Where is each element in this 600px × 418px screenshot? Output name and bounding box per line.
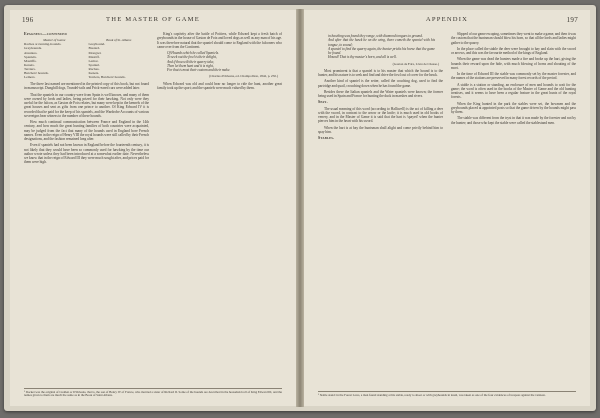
- paragraph: The usual meaning of this word (according to Halliwell) is the act of killing a deer with the sword, in contrast to the arrow or the knife; it is much used in old books of venery, and in the Master of Game it is said that the hart is 'spayed' when the hunter pierces him in the heart with his sword.: [318, 106, 443, 124]
- right-column-1: [318, 32, 443, 396]
- table-cell: Kenets.: [24, 62, 35, 67]
- right-col1b-paragraphs: [318, 69, 443, 99]
- paragraph: When the game was dead the hunters made a fire and broke up the hart, giving the hounds their reward upon the hide, with much blowing of horns and shouting of the mort.: [451, 57, 576, 70]
- table-cell: Alauntes.: [24, 50, 38, 55]
- paragraph: Even if spaniels had not been known in England before the fourteenth century, it is not likely that they would have been so commonly used for hawking by the time our author wrote unless they had been introduced at a somewhat earlier date. Nevertheless we know that in the reign of Edward III they were much sought after, and prices paid for them were high.: [24, 143, 149, 165]
- table-header: Book of St. Albans: [106, 38, 132, 43]
- verse-line: A spaniel to find the quarry again, the hunter pricks his horse that the game be found.: [328, 46, 435, 55]
- right-columns: [318, 32, 576, 396]
- verse-line: To seek out the fowl is their delight,: [167, 55, 217, 60]
- right-running-head: [316, 16, 578, 26]
- table-cell: Lemers.: [24, 75, 36, 80]
- table-cell: Bastard.: [88, 46, 101, 51]
- table-cell: Raches or running-hounds.: [24, 42, 62, 47]
- paragraph: How much continual communication between France and England in the 14th century, and how much the great hunting families of both countries were acquainted, may be judged from the fact that many of the hounds used in England bore French names. Even in the reign of Henry VIII the royal hounds were still called by their French designations, and the fashion remained long after.: [24, 120, 149, 142]
- verse-block: [167, 51, 274, 72]
- paragraph: The stable was different from the tryst in that it was made by the forester and not by the hunter; and those who kept the stable were called the stablestand men.: [451, 116, 576, 125]
- table-cell: Greyhound.: [88, 42, 106, 47]
- table-cell: Terriers.: [24, 66, 36, 71]
- verse-citation: (Charles d'Orleans, ed. Champollion, 1842, p. 250.): [209, 74, 278, 79]
- verse-line: Then let them hunt and it is right,: [167, 63, 214, 68]
- verse-line: And if thou wilt their quarry take,: [167, 59, 215, 64]
- paragraph: King's captivity after the battle of Poitiers, while Edward kept a fresh batch of greyhounds in the house of Gaston de Foix and loved dogs as well as any man of his age. It was therefore natural that the spaniel should come to England with the falconers who came over from the Continent.: [157, 32, 282, 49]
- section-heading-spay: Spay.: [318, 100, 328, 105]
- paragraph: When the King hunted in the park the stables were set, the bowmen and the greyhounds placed at appointed posts so that the game driven by the hounds might pass by them.: [451, 101, 576, 114]
- table-cell: Spaniel.: [88, 62, 100, 67]
- entry-heading: Epagneul—continued: [24, 32, 67, 36]
- table-cell: Raches.: [88, 66, 100, 71]
- table-cell: Greyhounds.: [24, 46, 42, 51]
- open-book: [4, 5, 596, 411]
- right-col1c-paragraphs: [318, 107, 443, 135]
- right-verse-block: [328, 34, 435, 60]
- verse-line: Of Hounds which be called Spaniels.: [167, 51, 220, 55]
- book-gutter: [296, 9, 304, 407]
- right-verse-citation: (Gaston de Foix, Livre de Chasse.): [392, 61, 439, 66]
- right-col2b-paragraphs: [451, 32, 576, 81]
- left-footnote: ¹ Docket was the original of Cudden or D'Orleans, that is, the son of Henry IV of France, who married a sister of Richard II. Some of the hounds are described in the household roll of King Edward III, and the names given to them are much the same as in the Book of Saint Albans.: [24, 389, 282, 398]
- hound-comparison-table: [24, 38, 149, 79]
- left-column-2: [157, 32, 282, 396]
- paragraph: When the hart is at bay the huntsman shall alight and come privily behind him to spay him.: [318, 125, 443, 134]
- left-col1-paragraphs: [24, 82, 149, 165]
- table-header: Master of Game: [43, 38, 66, 43]
- section-heading-stables: Stables.: [318, 136, 335, 140]
- table-cell: Spaniels.: [24, 54, 37, 59]
- table-column-a: [24, 42, 85, 79]
- left-running-title: THE MASTER OF GAME: [106, 16, 200, 23]
- table-cell: Mastiffs.: [24, 58, 37, 63]
- table-cell: Lemor.: [88, 58, 99, 63]
- right-page-number: 197: [566, 16, 578, 24]
- right-footnote: ¹ Stable stand: in the Forest Laws, a man found standing at his stable, ready to shoot or with greyhounds in leash, was taken as one of the four evidences of trespass against the venison.: [318, 391, 576, 398]
- right-column-2: [451, 32, 576, 396]
- paragraph: Slipped of our game escaping, sometimes they went to make a game, and then it was the custom that the huntsman should blow his horn, so that all the lords and ladies might gather to the quarry.: [451, 32, 576, 45]
- paragraph: In the place called the stable the deer were brought to bay and slain with the sword or arrows, and this was the favourite method of the kings of England.: [451, 46, 576, 55]
- left-col2b-paragraphs: [157, 82, 282, 91]
- right-page: [304, 10, 590, 406]
- verse-line: in hawking was found they range, with diamond tongues to ground.: [328, 34, 423, 38]
- paragraph: Another kind of spaniel is the setter, called the couching dog, used to find the partridge and quail, crouching down when he has found the game.: [318, 79, 443, 88]
- table-column-b: [89, 42, 150, 79]
- left-columns: [24, 32, 282, 396]
- table-cell: Mastiff.: [88, 54, 100, 59]
- paragraph: In the time of Edward III the stable was commonly set by the master forester, and the names of the stations are preserved in many forest records of the period.: [451, 72, 576, 81]
- verse-line: And after that the hawk be on the wing, there cometh the spaniel with his tongue, to sound;: [328, 38, 435, 47]
- left-col2a-paragraphs: [157, 32, 282, 49]
- table-cell: Butchers' hounds.: [24, 71, 49, 75]
- right-col2a-paragraphs: [451, 83, 576, 125]
- left-column-1: [24, 32, 149, 396]
- table-cell: Mongrel.: [88, 50, 102, 55]
- left-running-head: [22, 16, 284, 26]
- paragraph: A stable is a station or standing, an enclosure of men and hounds to wait for the game; the word is often used in the books of the Master of Game and the old hunting treatises, and it seems to have been a regular feature in the great hunts of the royal forests.: [451, 82, 576, 100]
- paragraph: When Edward was old and could bear no longer to ride the hunt, another great family took up the sport; and the spaniels were much valued by them.: [157, 81, 282, 90]
- paragraph: The three last named are mentioned in the printed copy of this book, but not found in manuscript. Dunghill dogs, Trundel-tails and Prick-eared curs were added later.: [24, 82, 149, 91]
- left-page-number: 196: [22, 16, 34, 24]
- verse-line: Hound! That is thy master's horn, and all is well.: [328, 55, 397, 60]
- paragraph: That the spaniels in our country were from Spain is well known, and many of them were owned by lords and ladies, being prized for their hawking. Not only were they useful for the falcon, as Gaston de Foix relates, but many were kept in the kennels of the great houses and sent as gifts from one prince to another. Of King Edward IV it is recorded that he paid for the keep of his spaniels, and the Wardrobe Accounts of various sovereigns bear witness to the number of these hounds.: [24, 92, 149, 118]
- right-running-title: APPENDIX: [425, 16, 469, 23]
- paragraph: Most prominent is that a spaniel is to his master that which the hound is to the hunter, and his nature is to seek and find and drive the fowl out of cover for the hawk.: [318, 68, 443, 77]
- verse-line: For that is most their custom and their make.: [167, 68, 231, 72]
- left-page: [10, 10, 296, 406]
- table-cell: Terriers, Butchers' hounds.: [88, 75, 126, 80]
- paragraph: Besides these the Italian spaniels and the Water spaniels were known; the former being used in Spain and France for hunting the duck in marshes and rivers.: [318, 89, 443, 98]
- table-cell: Kenets.: [88, 71, 100, 75]
